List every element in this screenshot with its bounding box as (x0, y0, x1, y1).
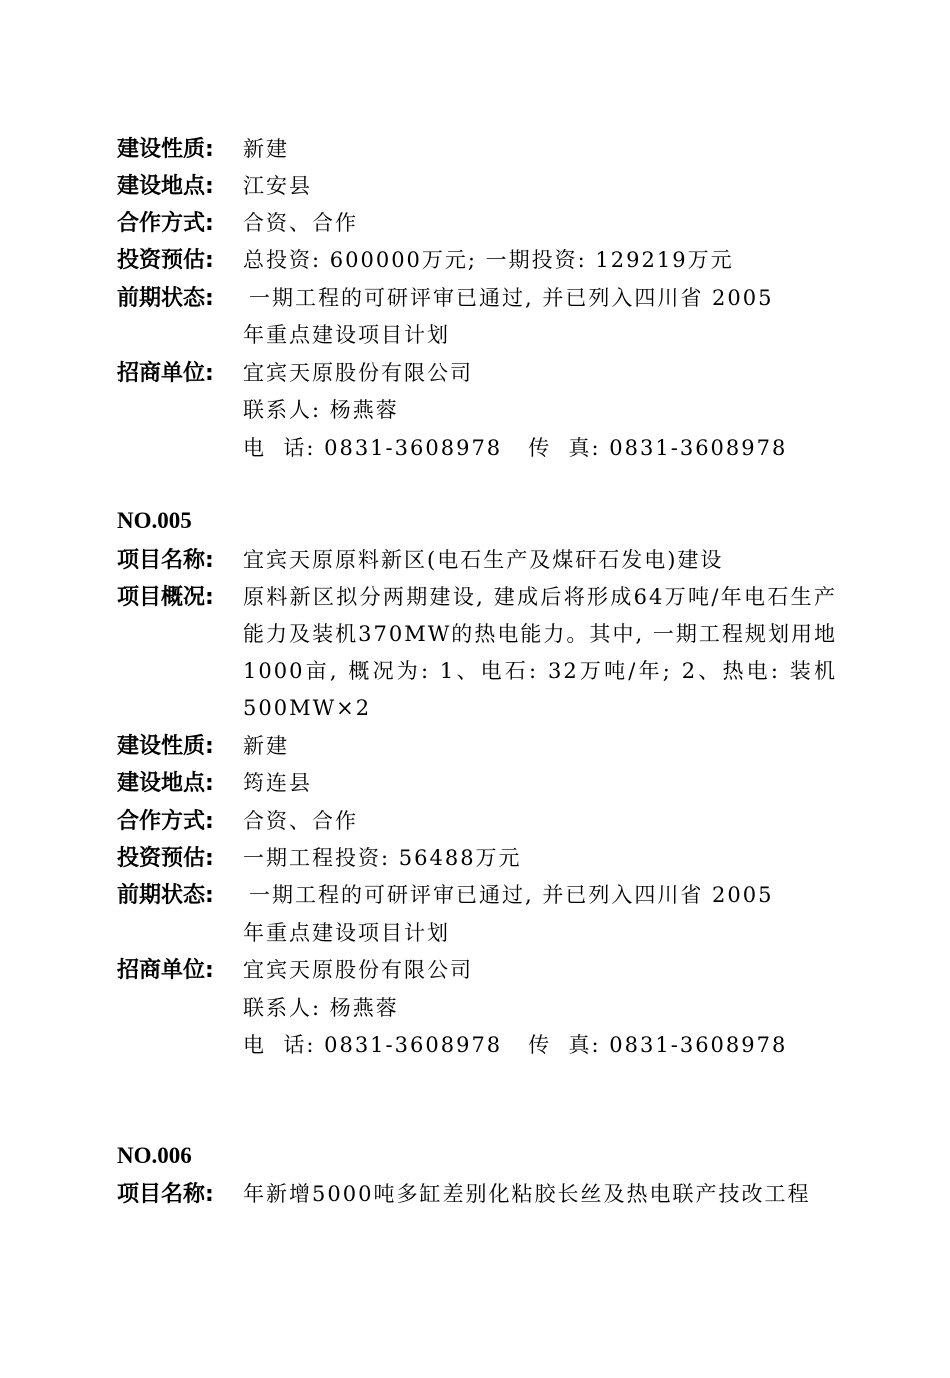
name-value: 年新增5000吨多缸差别化粘胶长丝及热电联产技改工程 (243, 1182, 811, 1206)
name-value: 宜宾天原原料新区(电石生产及煤矸石发电)建设 (243, 548, 724, 572)
overview-label: 项目概况: (117, 585, 214, 610)
status-value-line2: 年重点建设项目计划 (243, 921, 450, 945)
coop-value: 合资、合作 (243, 211, 358, 235)
phone-value: 电 话: 0831-3608978 传 真: 0831-3608978 (243, 436, 788, 460)
coop-value: 合资、合作 (243, 809, 358, 833)
name-label: 项目名称: (117, 1182, 214, 1207)
name-label: 项目名称: (117, 548, 214, 573)
status-label: 前期状态: (117, 883, 214, 908)
invest-label: 投资预估: (117, 846, 214, 871)
unit-value: 宜宾天原股份有限公司 (243, 958, 473, 982)
unit-label: 招商单位: (117, 958, 214, 983)
unit-label: 招商单位: (117, 361, 214, 386)
status-value-line2: 年重点建设项目计划 (243, 323, 450, 347)
contact-value: 联系人: 杨燕蓉 (243, 996, 399, 1020)
nature-value: 新建 (243, 734, 289, 758)
project-number: NO.005 (117, 508, 192, 533)
location-value: 江安县 (243, 174, 312, 198)
nature-label: 建设性质: (117, 734, 214, 759)
coop-label: 合作方式: (117, 809, 214, 834)
status-value-line1: 一期工程的可研评审已通过, 并已列入四川省 2005 (249, 883, 774, 907)
contact-value: 联系人: 杨燕蓉 (243, 398, 399, 422)
location-label: 建设地点: (117, 771, 214, 796)
invest-value: 总投资: 600000万元; 一期投资: 129219万元 (243, 248, 734, 272)
invest-label: 投资预估: (117, 248, 214, 273)
status-label: 前期状态: (117, 286, 214, 311)
location-label: 建设地点: (117, 174, 214, 199)
overview-value: 原料新区拟分两期建设, 建成后将形成64万吨/年电石生产能力及装机370MW的热电能力。其中, 一期工程规划用地1000亩, 概况为: 1、电石: 32万吨/年; 2、热电: 装机500MW×2 (243, 585, 837, 720)
phone-value: 电 话: 0831-3608978 传 真: 0831-3608978 (243, 1033, 788, 1057)
nature-value: 新建 (243, 137, 289, 161)
nature-label: 建设性质: (117, 137, 214, 162)
unit-value: 宜宾天原股份有限公司 (243, 361, 473, 385)
status-value-line1: 一期工程的可研评审已通过, 并已列入四川省 2005 (249, 286, 774, 310)
invest-value: 一期工程投资: 56488万元 (243, 846, 522, 870)
coop-label: 合作方式: (117, 211, 214, 236)
project-number: NO.006 (117, 1143, 192, 1168)
location-value: 筠连县 (243, 771, 312, 795)
